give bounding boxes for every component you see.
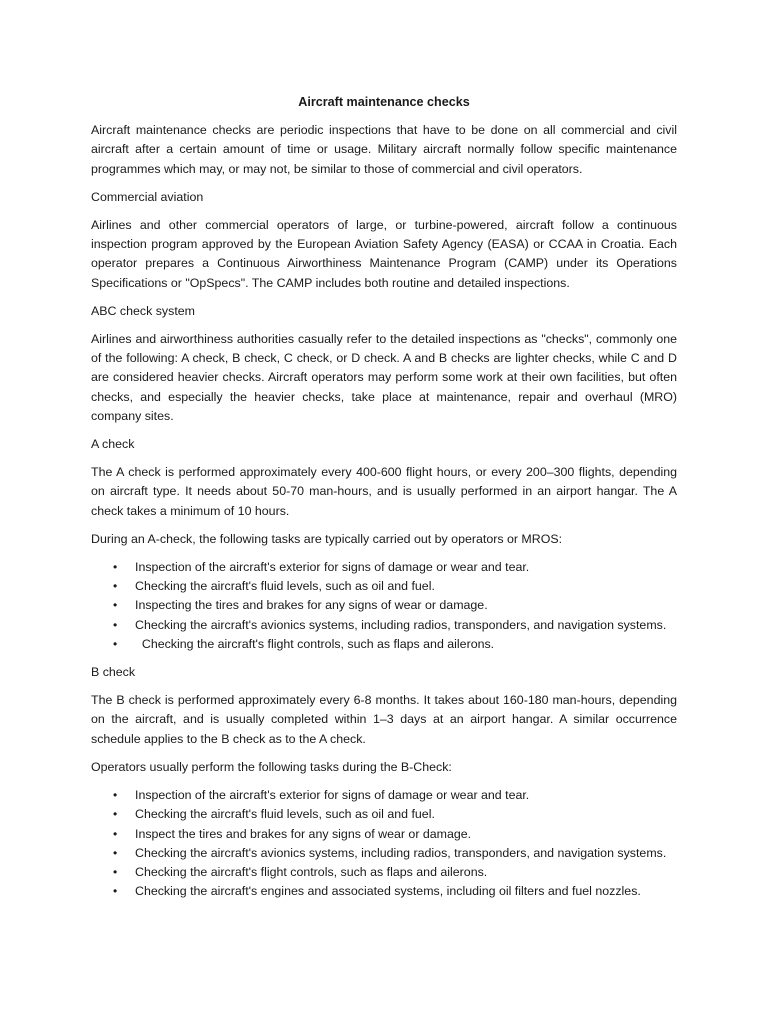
bullet-icon: • [113, 788, 118, 803]
a-check-task-list [91, 558, 677, 654]
list-item-text: Inspect the tires and brakes for any signs of wear or damage. [135, 826, 472, 841]
list-item [91, 577, 677, 596]
list-item-text: Checking the aircraft's avionics systems, including radios, transponders, and navigation systems. [135, 845, 667, 860]
list-item [91, 863, 677, 882]
document-body [91, 93, 677, 910]
document-title: Aircraft maintenance checks [298, 95, 470, 109]
bullet-icon: • [113, 845, 118, 860]
list-item [91, 844, 677, 863]
list-item-text: Checking the aircraft's flight controls, such as flaps and ailerons. [135, 864, 488, 879]
list-item-text: Checking the aircraft's fluid levels, such as oil and fuel. [135, 807, 435, 822]
a-check-paragraph: The A check is performed approximately every 400-600 flight hours, or every 200–300 flights, depending on aircraft type. It needs about 50-70 man-hours, and is usually performed in an airport hangar. The A check takes a minimum of 10 hours. [91, 465, 677, 518]
list-item [91, 805, 677, 824]
abc-check-paragraph: Airlines and airworthiness authorities casually refer to the detailed inspections as "checks", commonly one of the following: A check, B check, C check, or D check. A and B checks are lighter checks, while C and D are considered heavier checks. Aircraft operators may perform some work at their own facilities, but often checks, and especially the heavier checks, take place at maintenance, repair and overhaul (MRO) company sites. [91, 332, 677, 423]
b-check-tasks-intro: Operators usually perform the following tasks during the B-Check: [91, 759, 452, 774]
bullet-icon: • [113, 560, 118, 575]
abc-check-heading: ABC check system [91, 303, 195, 318]
list-item-text: Checking the aircraft's fluid levels, such as oil and fuel. [135, 579, 435, 594]
bullet-icon: • [113, 636, 118, 651]
intro-paragraph: Aircraft maintenance checks are periodic inspections that have to be done on all commercial and civil aircraft after a certain amount of time or usage. Military aircraft normally follow specific maintenance programmes which may, or may not, be similar to those of commercial and civil operators. [91, 123, 677, 176]
bullet-icon: • [113, 579, 118, 594]
b-check-paragraph: The B check is performed approximately every 6-8 months. It takes about 160-180 man-hours, depending on the aircraft, and is usually completed within 1–3 days at an airport hangar. A similar occurrence schedule applies to the B check as to the A check. [91, 693, 677, 746]
bullet-icon: • [113, 826, 118, 841]
a-check-heading: A check [91, 437, 135, 452]
list-item-text: Inspection of the aircraft's exterior for signs of damage or wear and tear. [135, 788, 530, 803]
list-item-text: Checking the aircraft's avionics systems, including radios, transponders, and navigation systems. [135, 617, 667, 632]
list-item [91, 825, 677, 844]
bullet-icon: • [113, 864, 118, 879]
list-item-text: Checking the aircraft's flight controls, such as flaps and ailerons. [135, 636, 495, 651]
commercial-aviation-heading: Commercial aviation [91, 189, 204, 204]
commercial-aviation-paragraph: Airlines and other commercial operators of large, or turbine-powered, aircraft follow a continuous inspection program approved by the European Aviation Safety Agency (EASA) or CCAA in Croatia. Each operator prepares a Continuous Airworthiness Maintenance Program (CAMP) under its Operations Specifications or "OpSpecs". The CAMP includes both routine and detailed inspections. [91, 218, 677, 290]
list-item [91, 558, 677, 577]
b-check-heading: B check [91, 665, 136, 680]
a-check-tasks-intro: During an A-check, the following tasks are typically carried out by operators or MROS: [91, 531, 563, 546]
list-item [91, 616, 677, 635]
list-item [91, 596, 677, 615]
bullet-icon: • [113, 884, 118, 899]
list-item-text: Checking the aircraft's engines and associated systems, including oil filters and fuel nozzles. [135, 884, 641, 899]
bullet-icon: • [113, 598, 118, 613]
bullet-icon: • [113, 617, 118, 632]
bullet-icon: • [113, 807, 118, 822]
list-item-text: Inspecting the tires and brakes for any signs of wear or damage. [135, 598, 488, 613]
list-item-text: Inspection of the aircraft's exterior for signs of damage or wear and tear. [135, 560, 530, 575]
list-item [91, 635, 677, 654]
b-check-task-list [91, 786, 677, 901]
list-item [91, 786, 677, 805]
list-item [91, 882, 677, 901]
